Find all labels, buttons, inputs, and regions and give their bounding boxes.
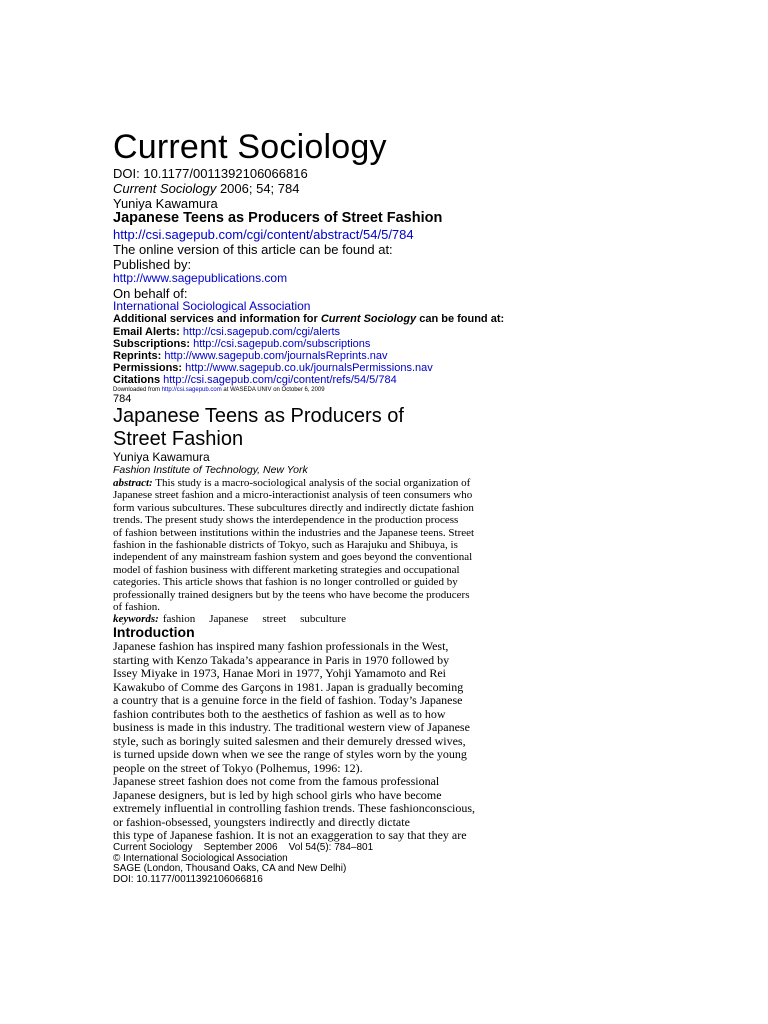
author-line: Yuniya Kawamura bbox=[113, 196, 218, 211]
additional-pre: Additional services and information for bbox=[113, 313, 321, 325]
footer-doi: DOI: 10.1177/0011392106066816 bbox=[113, 873, 263, 885]
intro-line: business is made in this industry. The traditional western view of Japanese bbox=[113, 720, 470, 734]
intro-body bbox=[113, 640, 475, 843]
abstract-line: professionally trained designers but by the teens who have become the producers bbox=[113, 588, 470, 601]
published-by-label: Published by: bbox=[113, 257, 192, 272]
association-link[interactable]: International Sociological Association bbox=[113, 299, 311, 313]
citations-link[interactable]: http://csi.sagepub.com/cgi/content/refs/54/5/784 bbox=[163, 374, 397, 386]
footer-journal-line: Current Sociology September 2006 Vol 54(5): 784–801 bbox=[113, 842, 374, 853]
intro-line: people on the street of Tokyo (Polhemus, 1996: 12). bbox=[113, 760, 363, 775]
abstract-line: of fashion. bbox=[113, 601, 161, 614]
permissions-link[interactable]: http://www.sagepub.co.uk/journalsPermissions.nav bbox=[185, 362, 433, 374]
service-label: Permissions: bbox=[113, 362, 183, 374]
intro-line: Issey Miyake in 1973, Hanae Mori in 1977, Yohji Yamamoto and Rei bbox=[113, 666, 446, 680]
abstract-line: model of fashion business with different marketing strategies and occupational bbox=[113, 563, 460, 576]
intro-line: Japanese street fashion does not come from the famous professional bbox=[113, 774, 440, 788]
on-behalf-label: On behalf of: bbox=[113, 286, 188, 301]
additional-journal: Current Sociology bbox=[320, 313, 417, 325]
article-heading-line-1: Japanese Teens as Producers of bbox=[113, 405, 404, 427]
footer-publisher: SAGE (London, Thousand Oaks, CA and New Delhi) bbox=[113, 863, 347, 874]
footer-copyright: © International Sociological Association bbox=[113, 852, 288, 864]
article-heading bbox=[113, 405, 404, 451]
service-label: Citations bbox=[113, 374, 161, 386]
affiliation: Fashion Institute of Technology, New York bbox=[113, 464, 308, 476]
footer-block bbox=[113, 843, 373, 885]
downloaded-line bbox=[113, 387, 325, 393]
page-number: 784 bbox=[113, 393, 132, 405]
abstract-line: categories. This article shows that fashion is no longer controlled or guided by bbox=[113, 576, 458, 589]
journal-title: Current Sociology bbox=[113, 128, 387, 166]
online-version-text: The online version of this article can be found at: bbox=[113, 242, 393, 257]
abstract-line: Japanese street fashion and a micro-interactionist analysis of teen consumers who bbox=[113, 489, 473, 502]
citation-line bbox=[113, 181, 299, 196]
reprints-link[interactable]: http://www.sagepub.com/journalsReprints.nav bbox=[164, 350, 388, 362]
intro-line: Japanese designers, but is led by high school girls who have become bbox=[113, 787, 442, 802]
abstract-line: of fashion between institutions within the industries and the Japanese teens. Street bbox=[113, 526, 475, 539]
additional-post: can be found at: bbox=[416, 313, 505, 325]
downloaded-link[interactable]: http://csi.sagepub.com bbox=[161, 387, 222, 393]
subscriptions-link[interactable]: http://csi.sagepub.com/subscriptions bbox=[193, 338, 371, 350]
downloaded-pre: Downloaded from bbox=[113, 387, 162, 393]
downloaded-post: at WASEDA UNIV on October 6, 2009 bbox=[221, 387, 325, 393]
intro-line: extremely influential in controlling fashion trends. These fashionconscious, bbox=[113, 801, 476, 815]
service-label: Subscriptions: bbox=[113, 338, 191, 350]
article-heading-line-2: Street Fashion bbox=[113, 428, 244, 450]
intro-line: Japanese fashion has inspired many fashion professionals in the West, bbox=[113, 639, 449, 653]
abstract-block bbox=[113, 477, 474, 613]
doi-line: DOI: 10.1177/0011392106066816 bbox=[113, 166, 308, 181]
email-alerts-link[interactable]: http://csi.sagepub.com/cgi/alerts bbox=[182, 326, 341, 338]
intro-heading: Introduction bbox=[113, 624, 195, 640]
abstract-label: abstract: bbox=[113, 477, 153, 489]
abstract-line: abstract: This study is a macro-sociological analysis of the social organization of bbox=[113, 477, 471, 489]
keyword: subculture bbox=[300, 613, 346, 625]
intro-line: this type of Japanese fashion. It is not an exaggeration to say that they are bbox=[113, 828, 467, 842]
intro-line: fashion contributes both to the aesthetics of fashion as well as to how bbox=[113, 706, 446, 721]
intro-line: style, such as boringly suited salesmen and their demurely dressed wives, bbox=[113, 733, 466, 748]
keyword: Japanese bbox=[209, 613, 249, 625]
citation-journal: Current Sociology bbox=[113, 181, 217, 196]
abstract-line: form various subcultures. These subcultures directly and indirectly dictate fashion bbox=[113, 501, 474, 514]
article-title-bold: Japanese Teens as Producers of Street Fashion bbox=[113, 210, 443, 226]
abstract-line: trends. The present study shows the interdependence in the production process bbox=[113, 514, 459, 527]
additional-services-line bbox=[113, 313, 504, 326]
article-url-link[interactable]: http://csi.sagepub.com/cgi/content/abstract/54/5/784 bbox=[113, 227, 414, 242]
article-author: Yuniya Kawamura bbox=[113, 450, 210, 464]
service-citations bbox=[113, 374, 397, 387]
service-label: Reprints: bbox=[113, 350, 162, 362]
keyword: street bbox=[262, 613, 287, 625]
citation-details: 2006; 54; 784 bbox=[216, 181, 300, 196]
publisher-link[interactable]: http://www.sagepublications.com bbox=[113, 271, 288, 285]
abstract-line: independent of any mainstream fashion system and goes beyond the conventional bbox=[113, 551, 473, 564]
intro-line: or fashion-obsessed, youngsters indirectly and directly dictate bbox=[113, 814, 410, 829]
abstract-line: fashion in the fashionable districts of Tokyo, such as Harajuku and Shibuya, is bbox=[113, 539, 458, 552]
service-label: Email Alerts: bbox=[113, 326, 180, 338]
keywords-label: keywords: bbox=[113, 613, 159, 625]
intro-line: Kawakubo of Comme des Garçons in 1981. Japan is gradually becoming bbox=[113, 679, 464, 694]
intro-line: starting with Kenzo Takada’s appearance in Paris in 1970 followed by bbox=[113, 652, 450, 667]
intro-line: is turned upside down when we see the range of styles worn by the young bbox=[113, 747, 467, 761]
keyword: fashion bbox=[162, 613, 196, 625]
intro-line: a country that is a genuine force in the field of fashion. Today’s Japanese bbox=[113, 693, 463, 707]
